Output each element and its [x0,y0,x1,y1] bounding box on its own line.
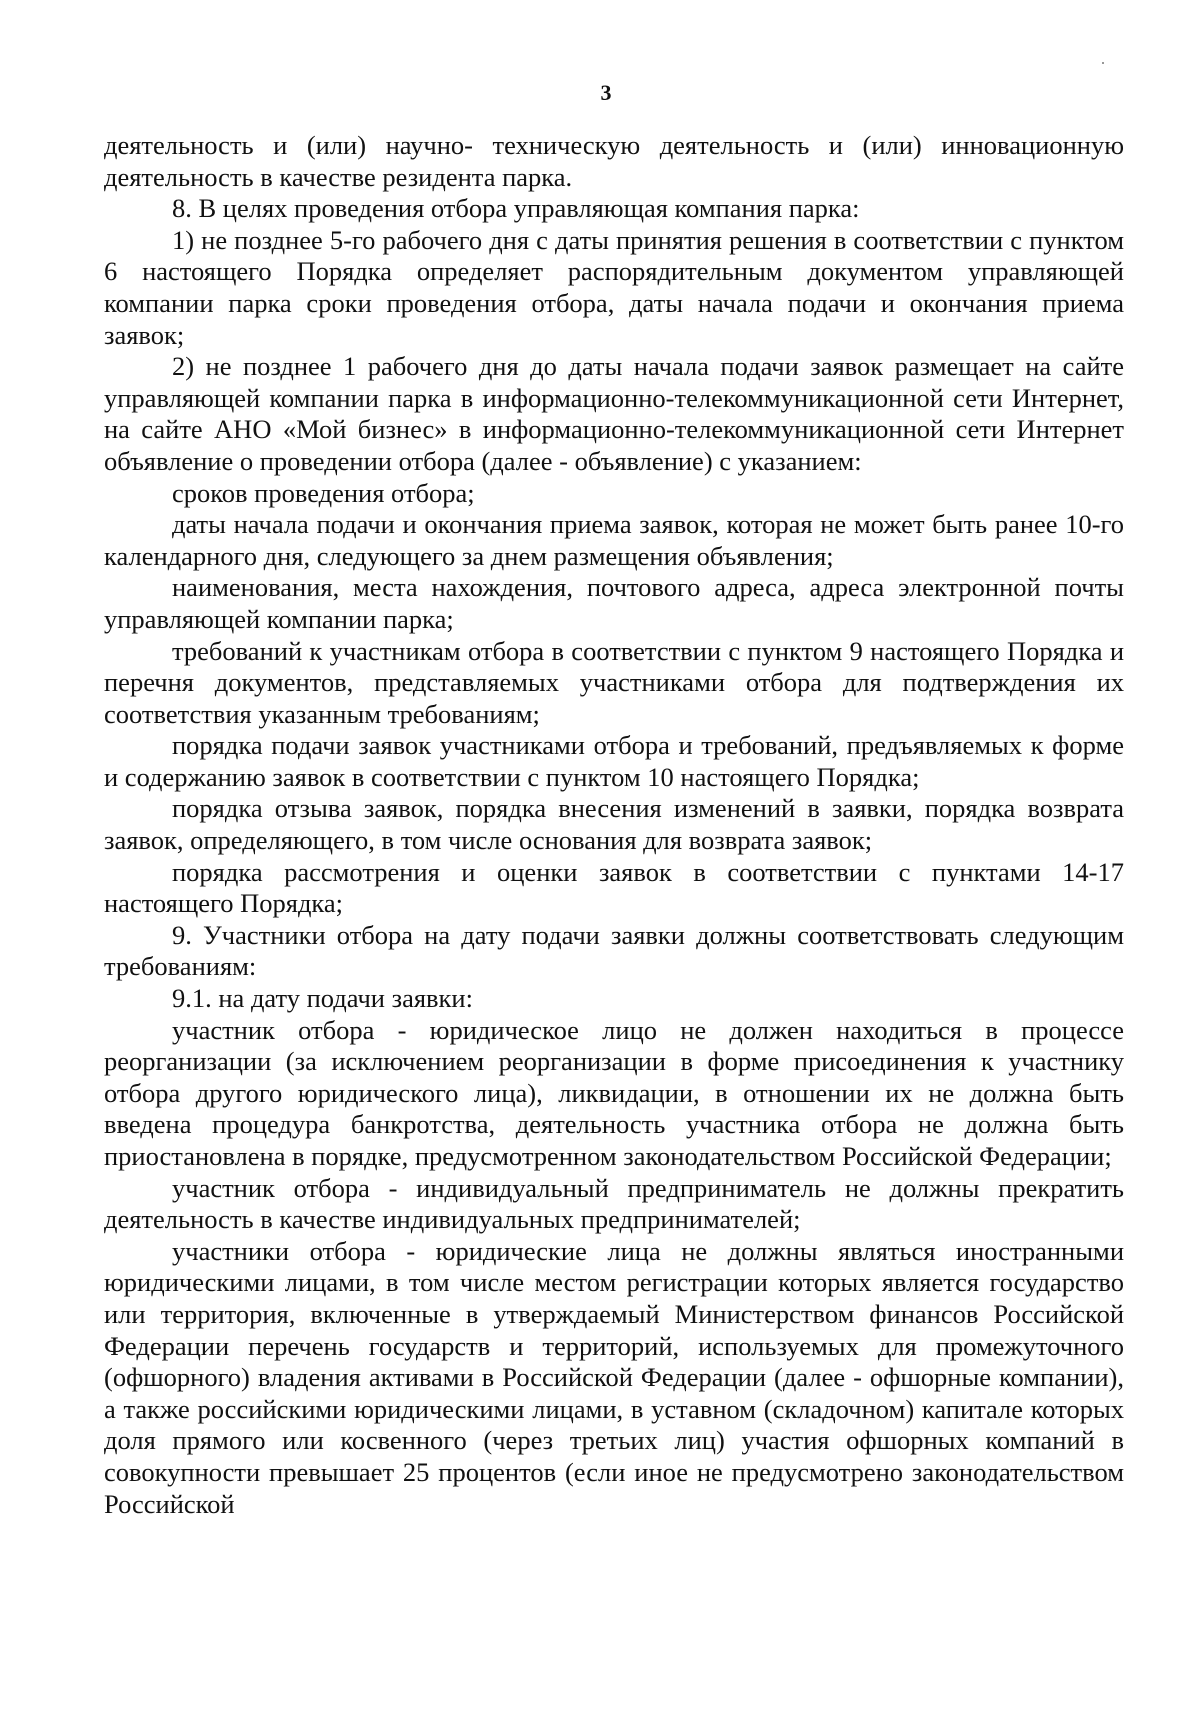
paragraph: 9.1. на дату подачи заявки: [172,983,473,1014]
scan-speck [1102,62,1104,64]
paragraph: порядка подачи заявок участниками отбора и требований, предъявляемых к форме и содержанию заявок в соответствии с пунктом 10 настоящего Порядка; [104,730,1124,792]
paragraph: порядка отзыва заявок, порядка внесения изменений в заявки, порядка возврата заявок, определяющего, в том числе основания для возврата заявок; [104,793,1124,856]
paragraph: 8. В целях проведения отбора управляющая компания парка: [172,193,860,224]
document-body [104,130,1124,1520]
paragraph: 9. Участники отбора на дату подачи заявки должны соответствовать следующим требованиям: [104,919,1124,982]
paragraph: участники отбора - юридические лица не должны являться иностранными юридическими лицами, в том числе местом регистрации которых является государство или территория, включенные в утверждаемый Министерством финансов Российской Федерации перечень государств и территорий, используемых для промежуточного (офшорного) владения активами в Российской Федерации (далее - офшорные компании), а также российскими юридическими лицами, в уставном (складочном) капитале которых доля прямого или косвенного (через третьих лиц) участия офшорных компаний в совокупности превышает 25 процентов (если иное не предусмотрено законодательством Российской [104,1235,1124,1519]
paragraph: 1) не позднее 5-го рабочего дня с даты принятия решения в соответствии с пунктом 6 настоящего Порядка определяет распорядительным документом управляющей компании парка сроки проведения отбора, даты начала подачи и окончания приема заявок; [104,224,1124,350]
paragraph: даты начала подачи и окончания приема заявок, которая не может быть ранее 10-го календарного дня, следующего за днем размещения объявления; [104,509,1124,571]
paragraph: 2) не позднее 1 рабочего дня до даты начала подачи заявок размещает на сайте управляющей компании парка в информационно-телекоммуникационной сети Интернет, на сайте АНО «Мой бизнес» в информационно-телекоммуникационной сети Интернет объявление о проведении отбора (далее - объявление) с указанием: [104,351,1124,476]
paragraph: участник отбора - юридическое лицо не должен находиться в процессе реорганизации (за исключением реорганизации в форме присоединения к участнику отбора другого юридического лица), ликвидации, в отношении их не должна быть введена процедура банкротства, деятельность участника отбора не должна быть приостановлена в порядке, предусмотренном законодательством Российской Федерации; [104,1014,1124,1171]
paragraph: требований к участникам отбора в соответствии с пунктом 9 настоящего Порядка и перечня документов, представляемых участниками отбора для подтверждения их соответствия указанным требованиям; [104,635,1124,729]
paragraph: наименования, места нахождения, почтового адреса, адреса электронной почты управляющей компании парка; [104,572,1124,634]
paragraph: деятельность и (или) научно- техническую деятельность и (или) инновационную деятельность в качестве резидента парка. [104,130,1124,192]
page-number: 3 [600,80,612,105]
paragraph: сроков проведения отбора; [172,477,475,508]
paragraph: участник отбора - индивидуальный предприниматель не должны прекратить деятельность в качестве индивидуальных предпринимателей; [104,1172,1124,1235]
paragraph: порядка рассмотрения и оценки заявок в соответствии с пунктами 14-17 настоящего Порядка; [104,856,1124,919]
